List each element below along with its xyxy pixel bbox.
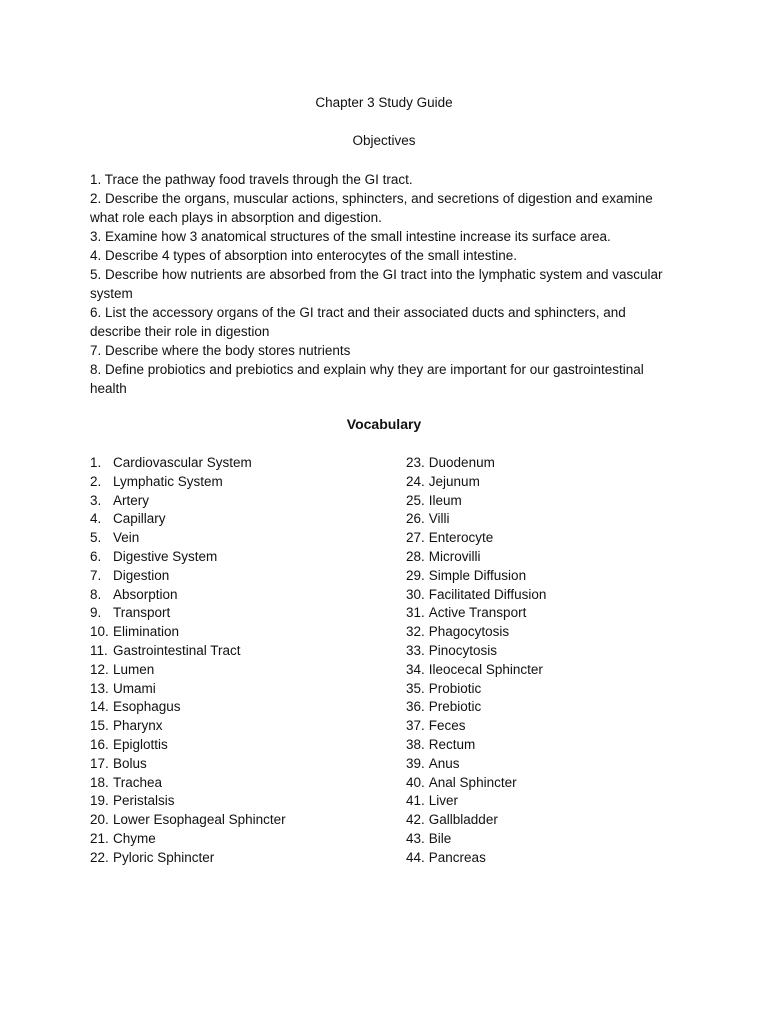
vocabulary-number: 5. xyxy=(90,530,102,546)
vocabulary-number: 30. xyxy=(406,586,425,602)
vocabulary-item xyxy=(90,548,390,567)
objective-item: 5. Describe how nutrients are absorbed from the GI tract into the lymphatic system and vascular system xyxy=(90,267,663,301)
vocabulary-item xyxy=(406,548,686,567)
vocabulary-number: 10. xyxy=(90,624,109,640)
objective-item: 7. Describe where the body stores nutrients xyxy=(90,343,351,358)
vocabulary-number: 38. xyxy=(406,736,425,752)
vocabulary-term: Ileocecal Sphincter xyxy=(428,661,543,677)
vocabulary-item xyxy=(406,529,686,548)
vocabulary-term: Digestion xyxy=(113,567,170,583)
vocabulary-term: Vein xyxy=(113,530,140,546)
vocabulary-number: 20. xyxy=(90,812,109,828)
objectives-heading: Objectives xyxy=(352,133,416,148)
vocabulary-item xyxy=(90,604,390,623)
vocabulary-number: 16. xyxy=(90,736,109,752)
vocabulary-term: Probiotic xyxy=(428,680,482,696)
vocabulary-item xyxy=(90,680,390,699)
vocabulary-number: 29. xyxy=(406,567,425,583)
vocabulary-number: 11. xyxy=(90,642,108,658)
vocabulary-term: Digestive System xyxy=(113,548,218,564)
vocabulary-term: Anus xyxy=(428,755,460,771)
vocabulary-list-right xyxy=(406,454,686,868)
vocabulary-term: Bile xyxy=(428,830,452,846)
vocabulary-item xyxy=(406,830,686,849)
vocabulary-term: Duodenum xyxy=(428,455,495,470)
objective-item: 6. List the accessory organs of the GI tract and their associated ducts and sphincters, and describe their role in digestion xyxy=(90,305,626,339)
vocabulary-item xyxy=(90,586,390,605)
vocabulary-term: Microvilli xyxy=(428,548,481,564)
vocabulary-term: Esophagus xyxy=(113,699,181,715)
vocabulary-number: 24. xyxy=(406,473,425,489)
vocabulary-number: 31. xyxy=(406,605,425,621)
vocabulary-number: 2. xyxy=(90,473,102,489)
vocabulary-term: Bolus xyxy=(113,755,147,771)
objectives-list xyxy=(90,170,680,398)
vocabulary-term: Pancreas xyxy=(428,849,486,865)
vocabulary-term: Liver xyxy=(428,793,459,809)
vocabulary-number: 13. xyxy=(90,680,109,696)
vocabulary-number: 39. xyxy=(406,755,425,771)
vocabulary-number: 1. xyxy=(90,455,102,470)
vocabulary-item xyxy=(406,811,686,830)
vocabulary-item xyxy=(90,661,390,680)
objective-item: 3. Examine how 3 anatomical structures of the small intestine increase its surface area. xyxy=(90,229,611,244)
objective-item: 8. Define probiotics and prebiotics and explain why they are important for our gastrointestinal health xyxy=(90,362,644,396)
vocabulary-item xyxy=(90,849,390,868)
vocabulary-number: 9. xyxy=(90,605,102,621)
vocabulary-item xyxy=(406,642,686,661)
vocabulary-item xyxy=(90,755,390,774)
vocabulary-term: Anal Sphincter xyxy=(428,774,517,790)
vocabulary-term: Active Transport xyxy=(428,605,527,621)
vocabulary-item xyxy=(90,473,390,492)
page-title: Chapter 3 Study Guide xyxy=(315,95,453,110)
vocabulary-term: Phagocytosis xyxy=(428,624,510,640)
vocabulary-item xyxy=(90,792,390,811)
vocabulary-number: 28. xyxy=(406,548,425,564)
vocabulary-number: 23. xyxy=(406,455,425,470)
vocabulary-number: 21. xyxy=(90,830,109,846)
vocabulary-term: Chyme xyxy=(113,830,156,846)
vocabulary-term: Gastrointestinal Tract xyxy=(113,642,241,658)
vocabulary-term: Trachea xyxy=(113,774,163,790)
vocabulary-number: 35. xyxy=(406,680,425,696)
vocabulary-term: Gallbladder xyxy=(428,812,498,828)
vocabulary-number: 8. xyxy=(90,586,102,602)
vocabulary-term: Prebiotic xyxy=(428,699,482,715)
vocabulary-item xyxy=(406,849,686,868)
vocabulary-heading: Vocabulary xyxy=(346,416,422,432)
vocabulary-number: 44. xyxy=(406,849,425,865)
vocabulary-item xyxy=(406,792,686,811)
objective-item: 4. Describe 4 types of absorption into enterocytes of the small intestine. xyxy=(90,248,517,263)
vocabulary-item xyxy=(406,623,686,642)
vocabulary-number: 27. xyxy=(406,530,425,546)
vocabulary-term: Umami xyxy=(113,680,156,696)
vocabulary-item xyxy=(406,736,686,755)
vocabulary-item xyxy=(406,680,686,699)
vocabulary-term: Ileum xyxy=(428,492,462,508)
objective-item: 1. Trace the pathway food travels through the GI tract. xyxy=(90,172,413,187)
vocabulary-number: 42. xyxy=(406,812,425,828)
vocabulary-number: 36. xyxy=(406,699,425,715)
vocabulary-number: 25. xyxy=(406,492,425,508)
vocabulary-number: 34. xyxy=(406,661,425,677)
vocabulary-item xyxy=(90,623,390,642)
vocabulary-number: 12. xyxy=(90,661,109,677)
vocabulary-number: 4. xyxy=(90,511,102,527)
vocabulary-item xyxy=(406,492,686,511)
vocabulary-item xyxy=(90,736,390,755)
vocabulary-item xyxy=(90,642,390,661)
vocabulary-term: Lower Esophageal Sphincter xyxy=(113,812,286,828)
vocabulary-item xyxy=(90,529,390,548)
vocabulary-item xyxy=(406,755,686,774)
vocabulary-term: Villi xyxy=(428,511,450,527)
vocabulary-number: 19. xyxy=(90,793,109,809)
vocabulary-item xyxy=(406,661,686,680)
vocabulary-item xyxy=(90,830,390,849)
vocabulary-number: 26. xyxy=(406,511,425,527)
vocabulary-term: Transport xyxy=(113,605,171,621)
vocabulary-number: 32. xyxy=(406,624,425,640)
vocabulary-item xyxy=(90,774,390,793)
vocabulary-number: 33. xyxy=(406,642,425,658)
vocabulary-term: Lumen xyxy=(113,661,155,677)
vocabulary-term: Feces xyxy=(428,718,466,734)
vocabulary-term: Rectum xyxy=(428,736,476,752)
vocabulary-item xyxy=(406,604,686,623)
vocabulary-item xyxy=(406,774,686,793)
vocabulary-item xyxy=(406,567,686,586)
vocabulary-term: Cardiovascular System xyxy=(113,455,252,470)
vocabulary-term: Pyloric Sphincter xyxy=(113,849,215,865)
vocabulary-item xyxy=(406,586,686,605)
vocabulary-number: 17. xyxy=(90,755,109,771)
vocabulary-item xyxy=(90,811,390,830)
vocabulary-item xyxy=(406,473,686,492)
vocabulary-item xyxy=(406,510,686,529)
vocabulary-term: Enterocyte xyxy=(428,530,494,546)
vocabulary-number: 15. xyxy=(90,718,109,734)
vocabulary-number: 3. xyxy=(90,492,102,508)
vocabulary-term: Epiglottis xyxy=(113,736,168,752)
vocabulary-number: 18. xyxy=(90,774,109,790)
vocabulary-term: Simple Diffusion xyxy=(428,567,527,583)
vocabulary-term: Absorption xyxy=(113,586,178,602)
vocabulary-term: Lymphatic System xyxy=(113,473,223,489)
vocabulary-item xyxy=(90,717,390,736)
vocabulary-item xyxy=(90,454,390,473)
vocabulary-term: Pharynx xyxy=(113,718,163,734)
vocabulary-number: 7. xyxy=(90,567,102,583)
vocabulary-term: Artery xyxy=(113,492,150,508)
vocabulary-number: 14. xyxy=(90,699,109,715)
vocabulary-item xyxy=(90,492,390,511)
vocabulary-list-left xyxy=(90,454,390,868)
objective-item: 2. Describe the organs, muscular actions, sphincters, and secretions of digestion and examine what role each plays in absorption and digestion. xyxy=(90,191,653,225)
vocabulary-number: 22. xyxy=(90,849,109,865)
vocabulary-term: Facilitated Diffusion xyxy=(428,586,547,602)
vocabulary-number: 40. xyxy=(406,774,425,790)
vocabulary-number: 43. xyxy=(406,830,425,846)
vocabulary-item xyxy=(406,717,686,736)
vocabulary-item xyxy=(90,567,390,586)
vocabulary-number: 41. xyxy=(406,793,425,809)
vocabulary-term: Capillary xyxy=(113,511,166,527)
vocabulary-number: 37. xyxy=(406,718,425,734)
vocabulary-term: Elimination xyxy=(113,624,180,640)
vocabulary-item xyxy=(90,510,390,529)
vocabulary-term: Pinocytosis xyxy=(428,642,498,658)
vocabulary-item xyxy=(406,454,686,473)
vocabulary-term: Peristalsis xyxy=(113,793,175,809)
vocabulary-item xyxy=(406,698,686,717)
vocabulary-number: 6. xyxy=(90,548,102,564)
vocabulary-term: Jejunum xyxy=(428,473,480,489)
vocabulary-item xyxy=(90,698,390,717)
